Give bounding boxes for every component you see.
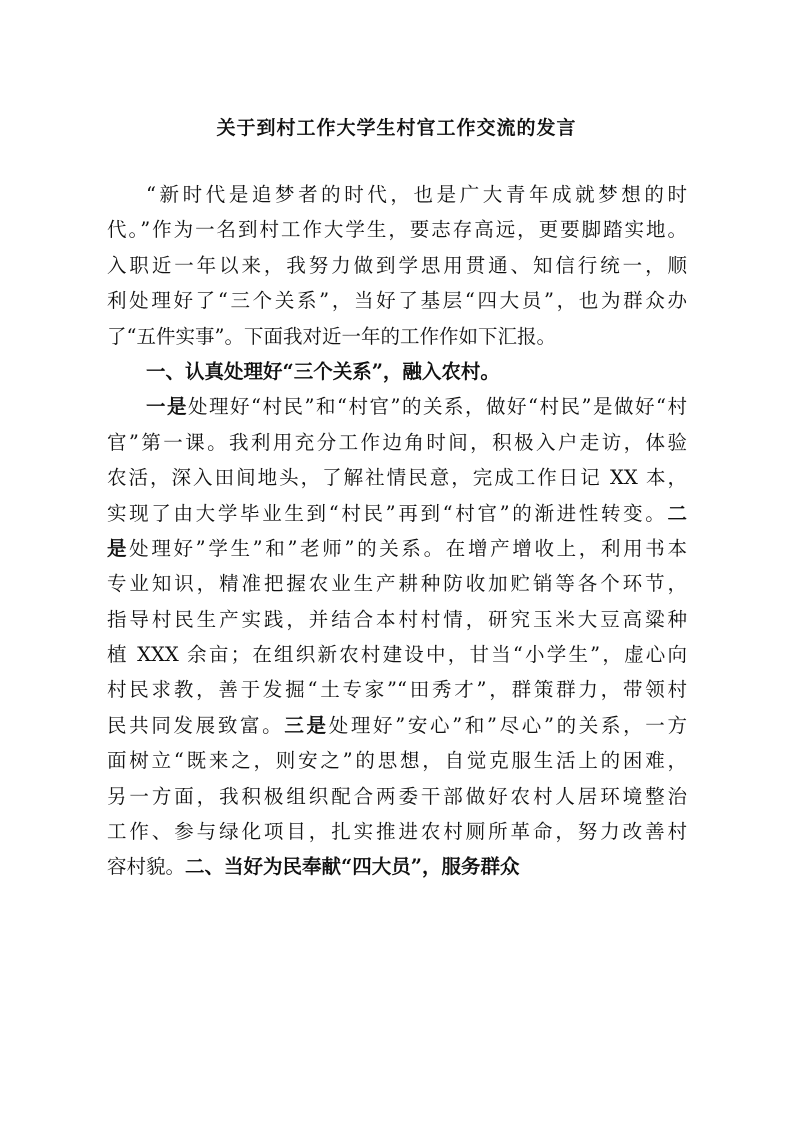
paragraph-line-6: 专业知识，精准把握农业生产耕种防收加贮销等各个环节， (107, 572, 687, 596)
paragraph-line-2: 官”第一课。我利用充分工作边角时间，积极入户走访，体验 (107, 430, 687, 454)
paragraph-line-10 (107, 708, 687, 743)
paragraph-line-1 (107, 389, 687, 424)
paragraph-line-10-rest: 处理好”安心”和”尽心”的关系，一方 (328, 713, 687, 737)
intro-line-2: 代。”作为一名到村工作大学生，要志存高远，更要脚踏实地。 (107, 218, 687, 242)
paragraph-line-4-text: 实现了由大学毕业生到“村民”再到“村官”的渐进性转变。 (107, 501, 668, 525)
paragraph-line-9: 村民求教，善于发掘“土专家”“田秀才”，群策群力，带领村 (107, 678, 687, 702)
paragraph-line-12: 另一方面，我积极组织配合两委干部做好农村人居环境整治 (107, 784, 687, 808)
paragraph-line-5-text: 处理好”学生”和”老师”的关系。在增产增收上，利用书本 (129, 536, 687, 560)
paragraph-line-1-text: 处理好“村民”和“村官”的关系，做好“村民”是做好“村 (188, 395, 687, 419)
paragraph-line-14 (107, 849, 687, 884)
intro-line-3: 入职近一年以来，我努力做到学思用贯通、知信行统一，顺 (107, 253, 687, 277)
paragraph-line-7: 指导村民生产实践，并结合本村村情，研究玉米大豆高粱种 (107, 607, 687, 631)
paragraph-line-10-text: 民共同发展致富。 (107, 713, 285, 737)
intro-line-4: 利处理好了“三个关系”，当好了基层“四大员”，也为群众办 (107, 289, 687, 313)
paragraph-line-13: 工作、参与绿化项目，扎实推进农村厕所革命，努力改善村 (107, 820, 687, 844)
intro-line-1: “新时代是追梦者的时代，也是广大青年成就梦想的时 (146, 183, 687, 206)
paragraph-line-14-text: 容村貌。 (107, 855, 186, 879)
document-title: 关于到村工作大学生村官工作交流的发言 (216, 117, 577, 139)
intro-line-5: 了“五件实事”。下面我对近一年的工作作如下汇报。 (107, 324, 556, 348)
ordinal-first: 一是 (146, 395, 189, 419)
section-1-heading: 一、认真处理好“三个关系”，融入农村。 (146, 359, 500, 383)
ordinal-second-part1: 二 (667, 501, 687, 525)
paragraph-line-11: 面树立“既来之，则安之”的思想，自觉克服生活上的困难， (107, 749, 687, 773)
paragraph-line-5 (107, 531, 687, 566)
ordinal-second-part2: 是 (107, 536, 130, 560)
section-2-heading: 二、当好为民奉献“四大员”，服务群众 (185, 855, 520, 879)
document-body (107, 177, 687, 885)
paragraph-line-8: 植 XXX 余亩；在组织新农村建设中，甘当“小学生”，虚心向 (107, 643, 687, 667)
ordinal-third: 三是 (284, 713, 329, 737)
paragraph-line-4 (107, 496, 687, 531)
paragraph-line-3: 农活，深入田间地头，了解社情民意，完成工作日记 XX 本， (107, 466, 687, 490)
